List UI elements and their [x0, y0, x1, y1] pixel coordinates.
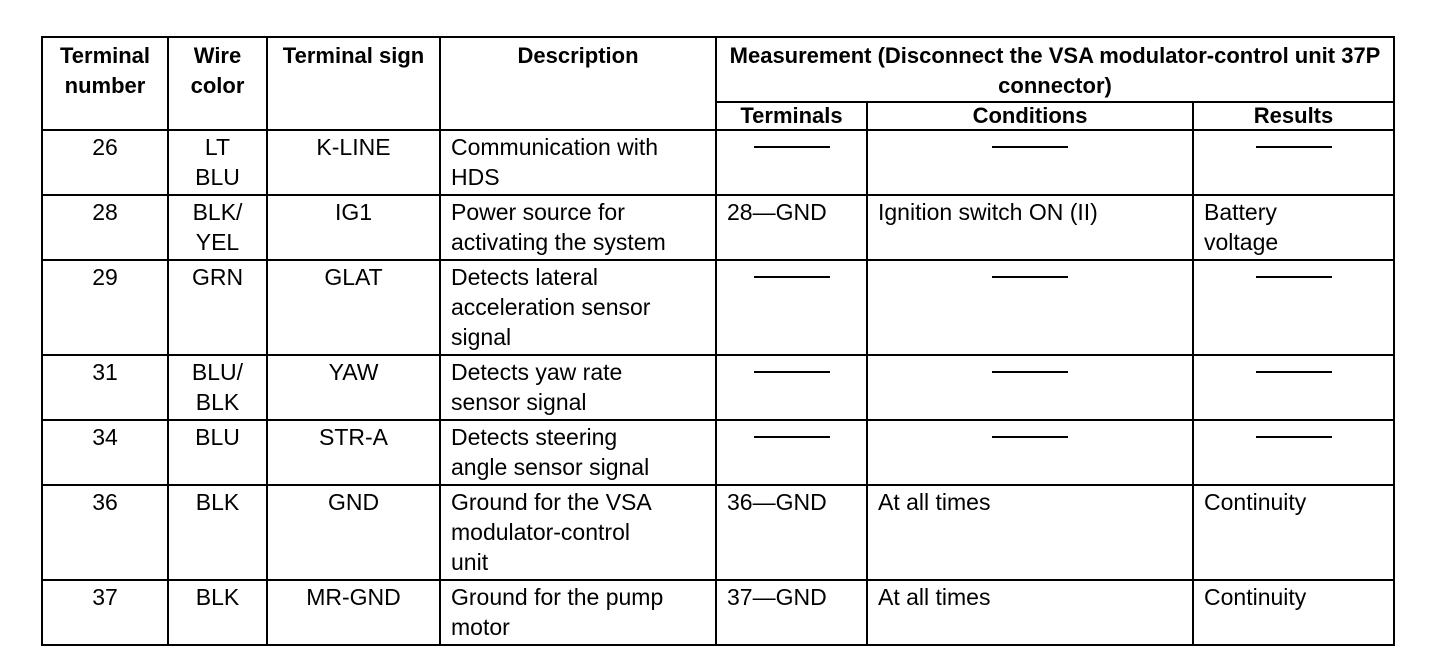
terminal-number-cell: 26 [42, 130, 168, 195]
header-description: Description [440, 37, 716, 130]
terminal-sign-cell: MR-GND [267, 580, 440, 645]
terminal-sign-cell: GLAT [267, 260, 440, 355]
table-row [42, 130, 1394, 195]
conditions-cell: Ignition switch ON (II) [867, 195, 1193, 260]
wire-color-cell: GRN [168, 260, 267, 355]
terminals-cell: 36—GND [716, 485, 867, 580]
conditions-cell [867, 260, 1193, 355]
terminal-number-cell: 29 [42, 260, 168, 355]
not-applicable-dash [754, 146, 830, 148]
description-cell: Power source for activating the system [440, 195, 716, 260]
conditions-cell: At all times [867, 485, 1193, 580]
results-cell: Continuity [1193, 485, 1394, 580]
wire-color-cell: BLU/ BLK [168, 355, 267, 420]
table-row [42, 485, 1394, 580]
results-cell: Continuity [1193, 580, 1394, 645]
terminal-sign-cell: STR-A [267, 420, 440, 485]
not-applicable-dash [1256, 146, 1332, 148]
terminals-cell [716, 420, 867, 485]
description-cell: Communication with HDS [440, 130, 716, 195]
terminal-number-cell: 36 [42, 485, 168, 580]
terminal-number-cell: 31 [42, 355, 168, 420]
conditions-cell [867, 420, 1193, 485]
results-cell: Battery voltage [1193, 195, 1394, 260]
not-applicable-dash [1256, 436, 1332, 438]
not-applicable-dash [992, 146, 1068, 148]
not-applicable-dash [992, 436, 1068, 438]
results-cell [1193, 130, 1394, 195]
terminals-cell: 28—GND [716, 195, 867, 260]
table-row [42, 580, 1394, 645]
terminal-sign-cell: YAW [267, 355, 440, 420]
table-row [42, 260, 1394, 355]
wire-color-cell: BLK [168, 485, 267, 580]
terminal-number-cell: 37 [42, 580, 168, 645]
not-applicable-dash [754, 371, 830, 373]
results-cell [1193, 260, 1394, 355]
table-row [42, 355, 1394, 420]
terminals-cell: 37—GND [716, 580, 867, 645]
header-row [42, 37, 1394, 102]
header-terminal-sign: Terminal sign [267, 37, 440, 130]
conditions-cell: At all times [867, 580, 1193, 645]
conditions-cell [867, 130, 1193, 195]
header-wire-color: Wire color [168, 37, 267, 130]
not-applicable-dash [754, 436, 830, 438]
results-cell [1193, 420, 1394, 485]
not-applicable-dash [1256, 371, 1332, 373]
wire-color-cell: LT BLU [168, 130, 267, 195]
terminal-sign-cell: GND [267, 485, 440, 580]
header-measurement: Measurement (Disconnect the VSA modulator-control unit 37P connector) [716, 37, 1394, 102]
terminals-cell [716, 130, 867, 195]
header-results: Results [1193, 102, 1394, 130]
wire-color-cell: BLU [168, 420, 267, 485]
description-cell: Ground for the pump motor [440, 580, 716, 645]
header-terminal-number: Terminal number [42, 37, 168, 130]
table-header [42, 37, 1394, 130]
terminal-number-cell: 28 [42, 195, 168, 260]
wire-color-cell: BLK/ YEL [168, 195, 267, 260]
table-row [42, 195, 1394, 260]
terminal-sign-cell: IG1 [267, 195, 440, 260]
terminal-sign-cell: K-LINE [267, 130, 440, 195]
not-applicable-dash [992, 371, 1068, 373]
terminals-cell [716, 260, 867, 355]
description-cell: Detects steering angle sensor signal [440, 420, 716, 485]
description-cell: Ground for the VSA modulator-control unit [440, 485, 716, 580]
table-row [42, 420, 1394, 485]
terminal-number-cell: 34 [42, 420, 168, 485]
header-conditions: Conditions [867, 102, 1193, 130]
not-applicable-dash [992, 276, 1068, 278]
table-body [42, 130, 1394, 645]
terminals-cell [716, 355, 867, 420]
results-cell [1193, 355, 1394, 420]
conditions-cell [867, 355, 1193, 420]
not-applicable-dash [1256, 276, 1332, 278]
wire-color-cell: BLK [168, 580, 267, 645]
terminal-table [41, 36, 1395, 646]
description-cell: Detects yaw rate sensor signal [440, 355, 716, 420]
not-applicable-dash [754, 276, 830, 278]
header-terminals: Terminals [716, 102, 867, 130]
description-cell: Detects lateral acceleration sensor signal [440, 260, 716, 355]
